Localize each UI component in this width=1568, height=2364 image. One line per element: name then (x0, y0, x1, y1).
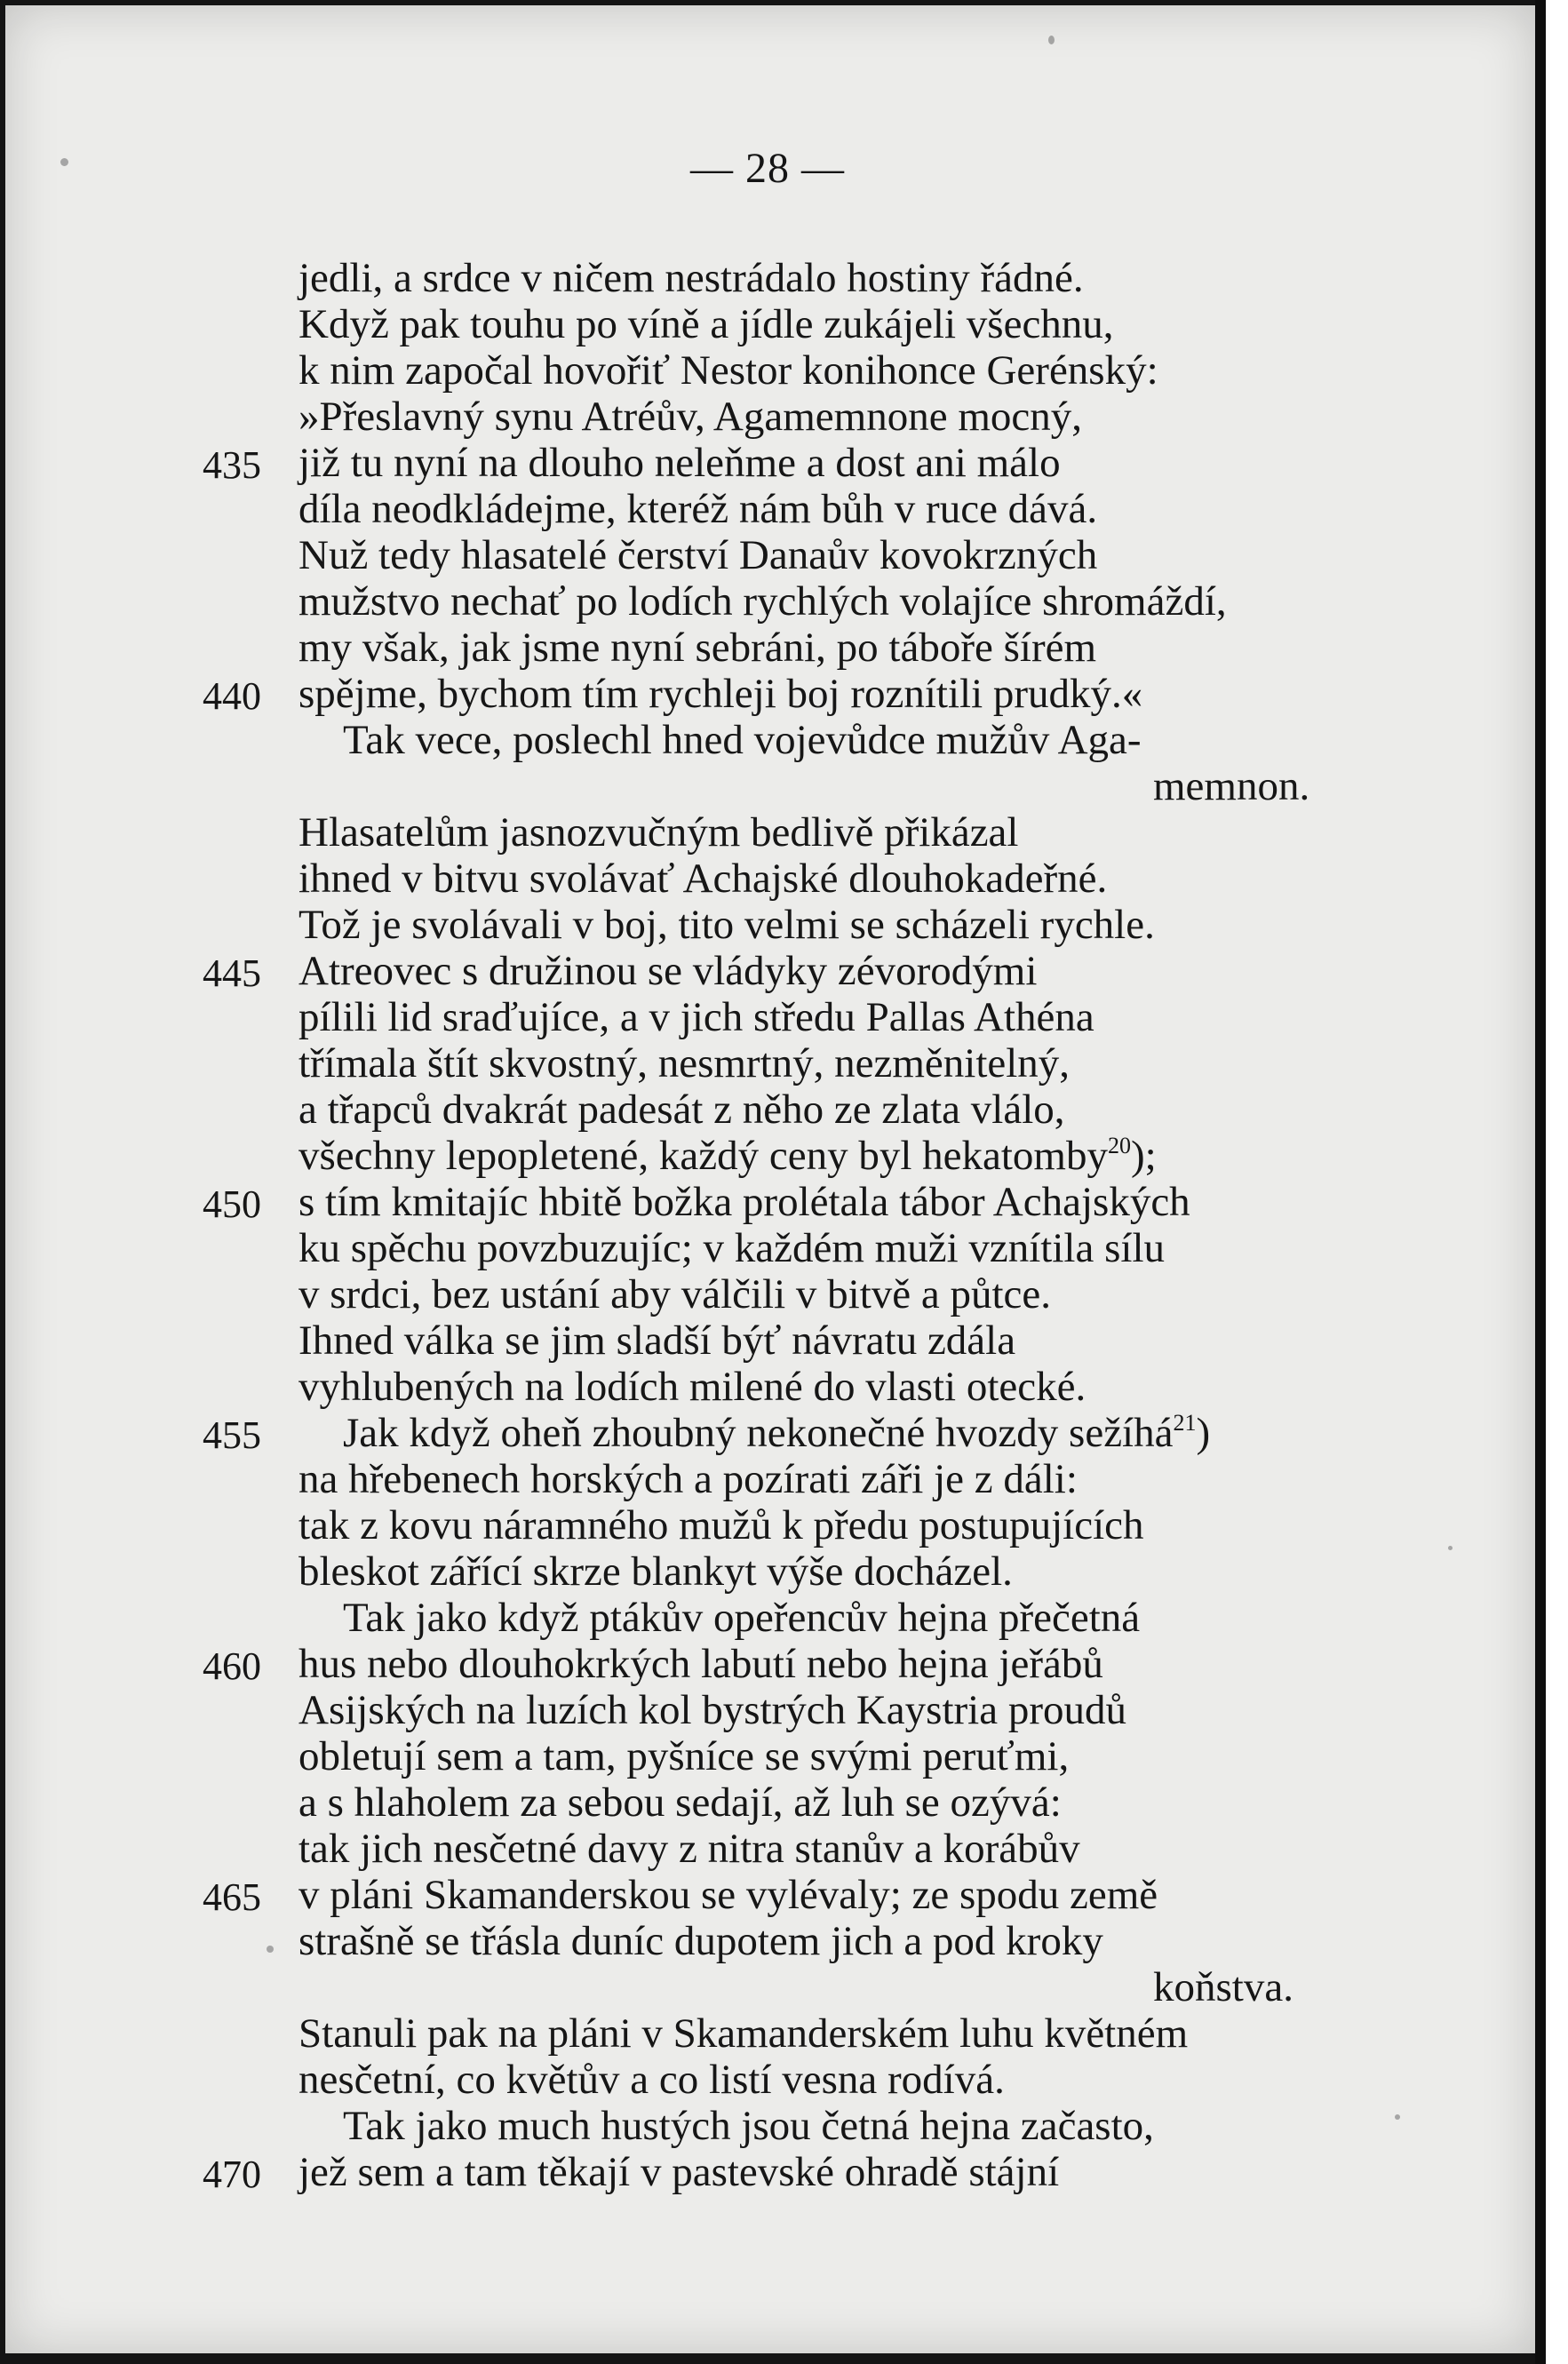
verse-line: v pláni Skamanderskou se vylévaly; ze spodu země (298, 1872, 1158, 1918)
verse-line: Stanuli pak na pláni v Skamanderském luhu květném (298, 2010, 1189, 2057)
line-number: 450 (203, 1182, 261, 1226)
verse-line: strašně se třásla duníc dupotem jich a pod kroky (298, 1918, 1103, 1964)
verse-line: tak z kovu náramného mužů k předu postupujících (298, 1502, 1144, 1548)
verse-line: Hlasatelům jasnozvučným bedlivě přikázal (298, 809, 1019, 856)
verse-line: nesčetní, co květův a co listí vesna rodívá. (298, 2057, 1005, 2103)
line-number: 435 (203, 443, 261, 487)
footnote-ref: 21 (1173, 1410, 1197, 1436)
verse-line: všechny lepopletené, každý ceny byl hekatomby$^{20}$); (298, 1133, 1157, 1179)
dust-speck (1448, 1546, 1453, 1550)
dust-speck (1048, 36, 1055, 44)
verse-line: Ihned válka se jim sladší býť návratu zdála (298, 1317, 1016, 1364)
verse-line-continuation: memnon. (1153, 763, 1310, 809)
verse-line: již tu nyní na dlouho neleňme a dost ani málo (298, 440, 1061, 486)
verse-line: ku spěchu povzbuzujíc; v každém muži vznítila sílu (298, 1225, 1165, 1271)
verse-line: Jak když oheň zhoubný nekonečné hvozdy sežíhá$^{21}$) (343, 1410, 1211, 1456)
line-number: 465 (203, 1875, 261, 1919)
line-number: 455 (203, 1413, 261, 1457)
line-number: 460 (203, 1644, 261, 1688)
verse-line: »Přeslavný synu Atréův, Agamemnone mocný, (298, 394, 1082, 440)
verse-line: třímala štít skvostný, nesmrtný, nezměnitelný, (298, 1040, 1071, 1086)
verse-line: vyhlubených na lodích milené do vlasti otecké. (298, 1364, 1086, 1410)
verse-line: v srdci, bez ustání aby válčili v bitvě a půtce. (298, 1271, 1052, 1317)
verse-line: Nuž tedy hlasatelé čerství Danaův kovokrzných (298, 532, 1098, 578)
verse-line: jež sem a tam těkají v pastevské ohradě stájní (298, 2149, 1060, 2195)
verse-line: Když pak touhu po víně a jídle zukájeli všechnu, (298, 301, 1114, 347)
verse-line: díla neodkládejme, kteréž nám bůh v ruce dává. (298, 486, 1098, 532)
verse-line: Tak jako much hustých jsou četná hejna začasto, (343, 2103, 1154, 2149)
dust-speck (267, 1946, 274, 1953)
verse-line: Atreovec s družinou se vládyky zévorodými (298, 948, 1038, 994)
verse-line: Tak vece, poslechl hned vojevůdce mužův Aga- (343, 717, 1142, 763)
verse-line: bleskot zářící skrze blankyt výše docházel. (298, 1548, 1013, 1595)
line-number: 445 (203, 951, 261, 995)
verse-line: mužstvo nechať po lodích rychlých volajíce shromáždí, (298, 578, 1227, 625)
verse-line: jedli, a srdce v ničem nestrádalo hostiny řádné. (298, 255, 1084, 301)
verse-line: na hřebenech horských a pozírati záři je z dáli: (298, 1456, 1078, 1502)
right-scan-edge (1535, 0, 1546, 2364)
verse-line: Tož je svolávali v boj, tito velmi se scházeli rychle. (298, 902, 1155, 948)
verse-line: spějme, bychom tím rychleji boj roznítili prudký.« (298, 671, 1143, 717)
verse-line: a s hlaholem za sebou sedají, až luh se ozývá: (298, 1779, 1062, 1826)
dust-speck (1395, 2114, 1400, 2120)
verse-line-continuation: koňstva. (1153, 1964, 1293, 2010)
verse-line: Tak jako když ptákův opeřencův hejna přečetná (343, 1595, 1141, 1641)
verse-line: Asijských na luzích kol bystrých Kaystria proudů (298, 1687, 1126, 1733)
verse-line: my však, jak jsme nyní sebráni, po táboře šírém (298, 625, 1097, 671)
footnote-ref: 20 (1107, 1133, 1131, 1158)
verse-line: k nim započal hovořiť Nestor konihonce Gerénský: (298, 347, 1158, 394)
verse-line: pílili lid sraďujíce, a v jich středu Pallas Athéna (298, 994, 1094, 1040)
verse-line: a třapců dvakrát padesát z něho ze zlata vlálo, (298, 1086, 1065, 1133)
verse-line: s tím kmitajíc hbitě božka prolétala tábor Achajských (298, 1179, 1190, 1225)
line-number: 470 (203, 2153, 261, 2196)
verse-line: obletují sem a tam, pyšníce se svými peruťmi, (298, 1733, 1070, 1779)
verse-line: ihned v bitvu svolávať Achajské dlouhokadeřné. (298, 856, 1108, 902)
page-number: — 28 — (690, 145, 845, 192)
verse-line: tak jich nesčetné davy z nitra stanův a korábův (298, 1826, 1080, 1872)
verse-line: hus nebo dlouhokrkých labutí nebo hejna jeřábů (298, 1641, 1103, 1687)
line-number: 440 (203, 674, 261, 718)
